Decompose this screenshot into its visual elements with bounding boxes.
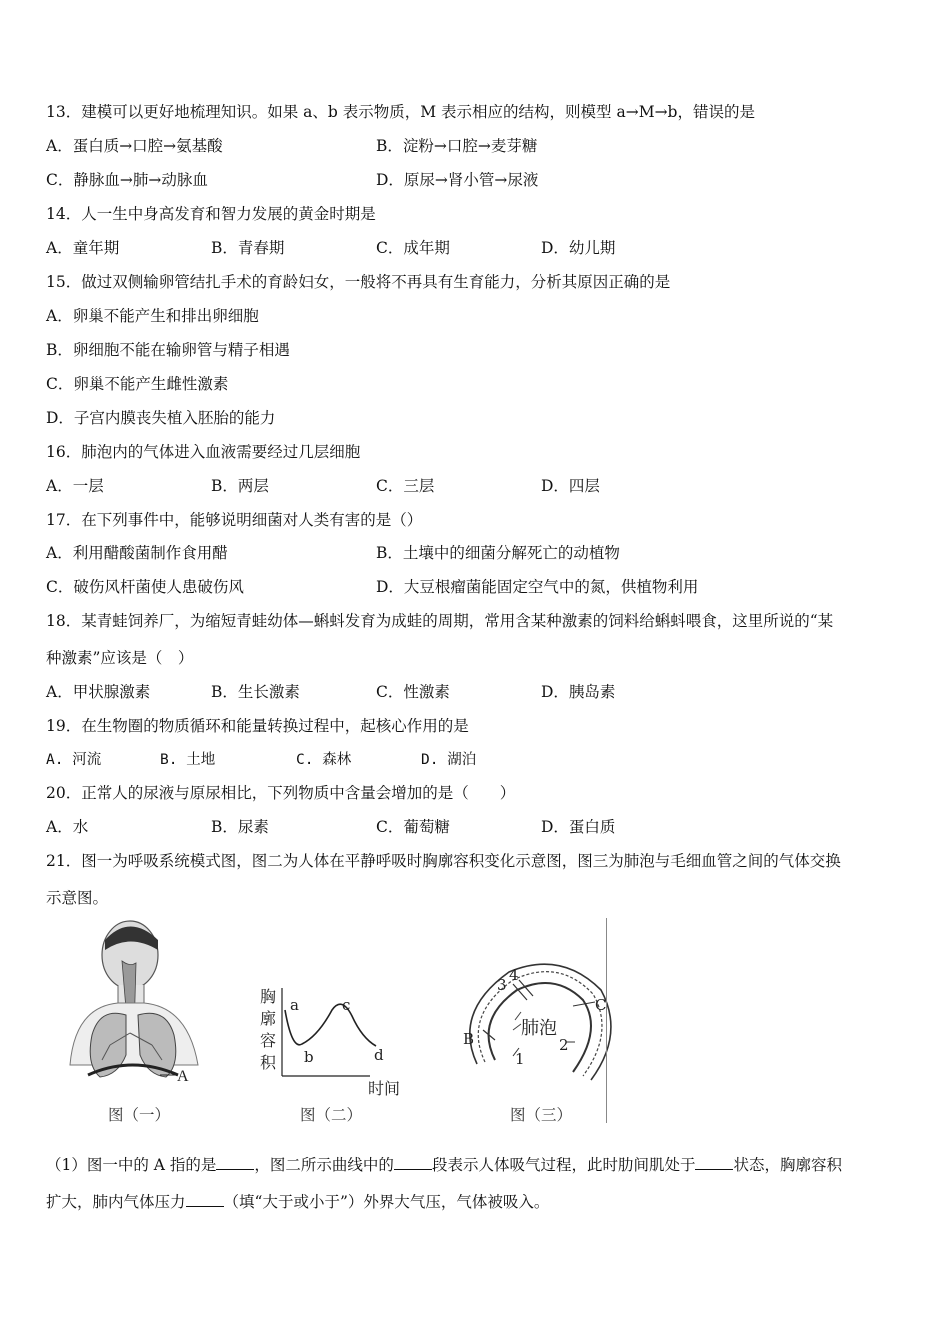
q14-option-a: A．童年期 — [46, 239, 120, 257]
alveolus-capillary-figure — [455, 960, 615, 1095]
fig2-caption: 图（二） — [300, 1106, 363, 1124]
q21-stem-line2: 示意图。 — [46, 889, 109, 907]
q21-sub1-part4: 状态，胸廓容积 — [733, 1156, 842, 1174]
q18-option-a: A．甲状腺激素 — [46, 683, 151, 701]
q15-option-c: C．卵巢不能产生雌性激素 — [46, 375, 229, 393]
q13-stem: 13．建模可以更好地梳理知识。如果 a、b 表示物质，M 表示相应的结构，则模型 a→M→b，错误的是 — [46, 103, 755, 121]
q13-option-b: B．淀粉→口腔→麦芽糖 — [376, 137, 538, 155]
q21-sub1-line2 — [46, 1192, 549, 1212]
q19-option-c: C. 森林 — [296, 752, 352, 768]
fig3-label-1: 1 — [515, 1050, 525, 1068]
q16-option-a: A．一层 — [46, 477, 104, 495]
answer-blank-4[interactable] — [186, 1192, 224, 1207]
fig1-caption: 图（一） — [108, 1106, 171, 1124]
q14-stem: 14．人一生中身高发育和智力发展的黄金时期是 — [46, 205, 376, 223]
q18-stem-line1: 18．某青蛙饲养厂，为缩短青蛙幼体—蝌蚪发育为成蛙的周期，常用含某种激素的饲料给蝌蚪喂食，这里所说的“某 — [46, 612, 834, 630]
q18-stem-line2: 种激素”应该是（ ） — [46, 649, 194, 667]
q17-option-a: A．利用醋酸菌制作食用醋 — [46, 544, 228, 562]
q16-option-c: C．三层 — [376, 477, 435, 495]
q17-option-d: D．大豆根瘤菌能固定空气中的氮，供植物利用 — [376, 578, 699, 596]
q14-option-d: D．幼儿期 — [541, 239, 616, 257]
q19-option-a: A. 河流 — [46, 752, 102, 768]
fig2-ylabel-2: 廓 — [260, 1009, 277, 1028]
q21-sub1-line1 — [46, 1155, 842, 1175]
fig2-point-a: a — [290, 996, 299, 1014]
figure-divider — [606, 918, 607, 1123]
fig3-label-3: 3 — [497, 976, 507, 994]
q16-option-b: B．两层 — [211, 477, 269, 495]
q15-option-b: B．卵细胞不能在输卵管与精子相遇 — [46, 341, 290, 359]
fig2-point-d: d — [374, 1046, 384, 1064]
fig2-ylabel-4: 积 — [260, 1053, 277, 1072]
q18-option-c: C．性激素 — [376, 683, 450, 701]
q21-sub1-part3: 段表示人体吸气过程，此时肋间肌处于 — [431, 1156, 696, 1174]
q20-option-b: B．尿素 — [211, 818, 269, 836]
respiratory-system-figure — [60, 915, 210, 1095]
q14-option-c: C．成年期 — [376, 239, 450, 257]
q15-option-d: D．子宫内膜丧失植入胚胎的能力 — [46, 409, 276, 427]
fig2-point-b: b — [304, 1048, 314, 1066]
q13-option-c: C．静脉血→肺→动脉血 — [46, 171, 208, 189]
q20-stem: 20．正常人的尿液与原尿相比，下列物质中含量会增加的是（ ） — [46, 784, 516, 802]
fig2-ylabel-3: 容 — [260, 1031, 277, 1050]
q19-option-b: B. 土地 — [160, 752, 216, 768]
q21-sub1-part2: ，图二所示曲线中的 — [254, 1156, 394, 1174]
fig3-label-c: C — [595, 996, 607, 1014]
fig3-label-b: B — [463, 1030, 475, 1048]
answer-blank-2[interactable] — [394, 1155, 432, 1170]
fig3-center-label: 肺泡 — [521, 1018, 557, 1039]
fig2-xlabel: 时间 — [368, 1079, 401, 1098]
q16-stem: 16．肺泡内的气体进入血液需要经过几层细胞 — [46, 443, 361, 461]
q21-sub1-line2-part1: 扩大，肺内气体压力 — [46, 1193, 186, 1211]
q20-option-c: C．葡萄糖 — [376, 818, 450, 836]
fig3-caption: 图（三） — [510, 1106, 573, 1124]
q21-sub1-part1: （1）图一中的 A 指的是 — [46, 1156, 217, 1174]
q17-option-c: C．破伤风杆菌使人患破伤风 — [46, 578, 244, 596]
q13-option-a: A．蛋白质→口腔→氨基酸 — [46, 137, 223, 155]
answer-blank-3[interactable] — [695, 1155, 733, 1170]
q15-stem: 15．做过双侧输卵管结扎手术的育龄妇女，一般将不再具有生育能力，分析其原因正确的是 — [46, 273, 671, 291]
fig3-label-4: 4 — [509, 966, 519, 984]
q18-option-d: D．胰岛素 — [541, 683, 616, 701]
fig1-label-a: A — [177, 1068, 189, 1085]
q21-sub1-line2-part2: （填“大于或小于”）外界大气压，气体被吸入。 — [223, 1193, 550, 1211]
q16-option-d: D．四层 — [541, 477, 600, 495]
fig2-ylabel-1: 胸 — [260, 987, 277, 1006]
fig3-label-2: 2 — [559, 1036, 569, 1054]
q14-option-b: B．青春期 — [211, 239, 285, 257]
q17-stem: 17．在下列事件中，能够说明细菌对人类有害的是（） — [46, 511, 423, 529]
q20-option-a: A．水 — [46, 818, 89, 836]
q15-option-a: A．卵巢不能产生和排出卵细胞 — [46, 307, 259, 325]
fig2-point-c: c — [342, 996, 351, 1014]
q17-option-b: B．土壤中的细菌分解死亡的动植物 — [376, 544, 620, 562]
q18-option-b: B．生长激素 — [211, 683, 300, 701]
q21-stem-line1: 21．图一为呼吸系统模式图，图二为人体在平静呼吸时胸廓容积变化示意图，图三为肺泡与毛细血管之间的气体交换 — [46, 852, 841, 870]
thoracic-volume-chart — [250, 980, 420, 1098]
q19-stem: 19．在生物圈的物质循环和能量转换过程中，起核心作用的是 — [46, 717, 469, 735]
q13-option-d: D．原尿→肾小管→尿液 — [376, 171, 539, 189]
q20-option-d: D．蛋白质 — [541, 818, 616, 836]
q19-option-d: D. 湖泊 — [421, 752, 477, 768]
answer-blank-1[interactable] — [216, 1155, 254, 1170]
